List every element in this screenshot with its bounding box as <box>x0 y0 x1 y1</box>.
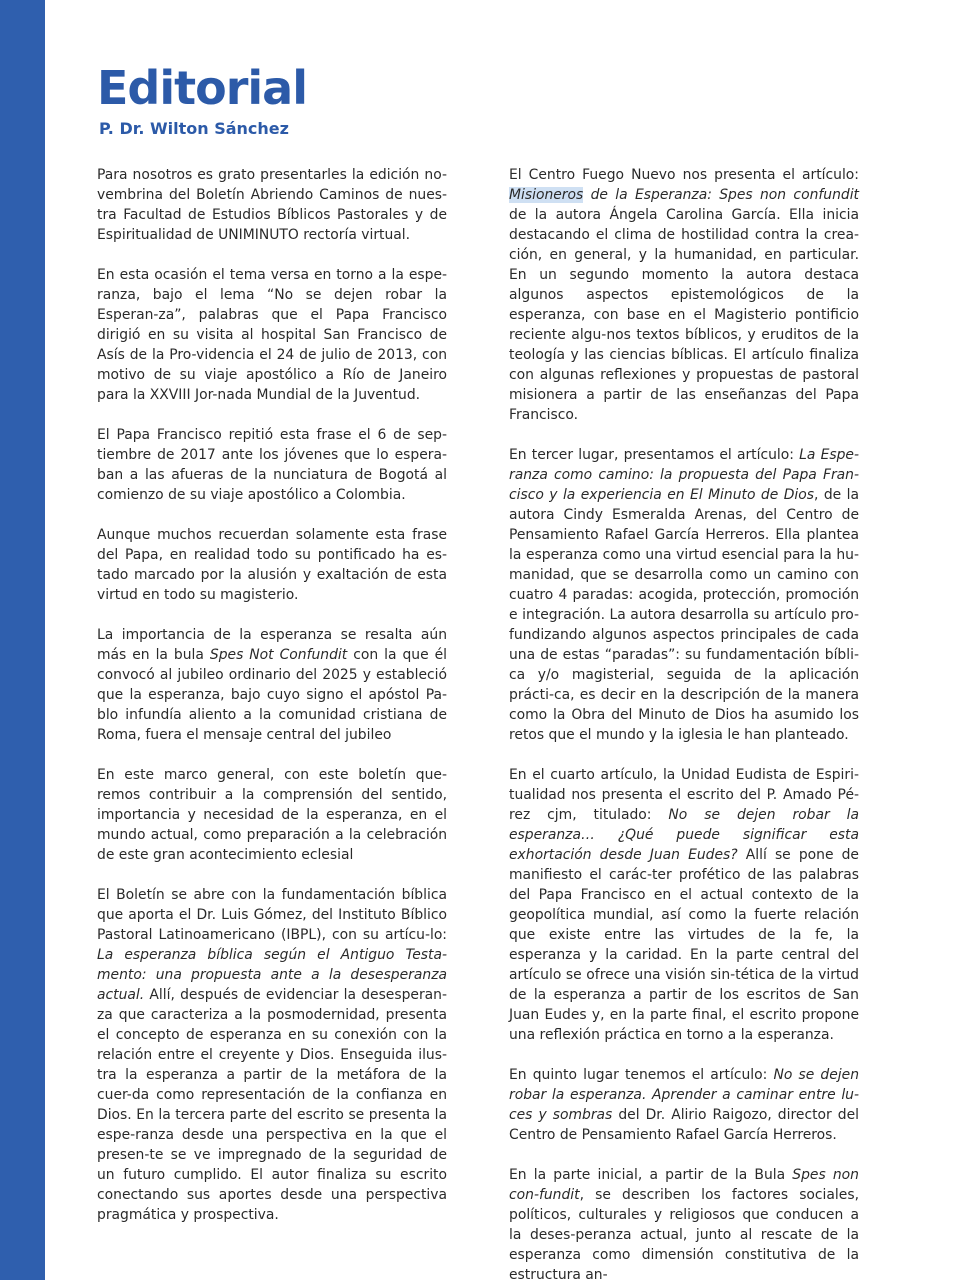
side-color-bar <box>0 0 45 1280</box>
paragraph: En esta ocasión el tema versa en torno a la espe-ranza, bajo el lema “No se dejen robar la Esperan-za”, palabras que el Papa Francisco dirigió en su visita al hospital San Francisco de Asís de la Pro-videncia el 24 de julio de 2013, con motivo de su viaje apostólico a Río de Janeiro para la XXVIII Jor-nada Mundial de la Juventud. <box>97 267 447 403</box>
text-run: del Dr. Alirio Raigozo, director del Centro de Pensamiento Rafael García Herreros. <box>509 1107 859 1143</box>
text-run: En el cuarto artículo, la Unidad Eudista de Espiri-tualidad nos presenta el escrito del P. Amado Pé-rez cjm, titulado: <box>509 767 859 823</box>
italic-title: Spes non con-fundit <box>509 1167 859 1203</box>
paragraph <box>509 1065 859 1145</box>
text-run: En tercer lugar, presentamos el artículo: <box>509 447 800 463</box>
italic-title: No se dejen robar la esperanza… ¿Qué puede significar esta exhortación desde Juan Eudes? <box>509 807 859 863</box>
text-run: , se describen los factores sociales, políticos, culturales y religiosos que conducen a la deses-peranza actual, junto al rescate de la esperanza como dimensión constitutiva de la estructura an- <box>509 1187 859 1283</box>
paragraph: Para nosotros es grato presentarles la edición no-vembrina del Boletín Abriendo Caminos de nues-tra Facultad de Estudios Bíblicos Pastorales y de Espiritualidad de UNIMINUTO rectoría virtual. <box>97 167 447 243</box>
paragraph <box>97 625 447 745</box>
italic-title: La Espe-ranza como camino: la propuesta del Papa Fran-cisco y la experiencia en El Minuto de Dios <box>509 447 859 503</box>
italic-title: No se dejen robar la esperanza. Aprender a caminar entre lu-ces y sombras <box>509 1067 860 1123</box>
text-run: Allí se pone de manifiesto el carác-ter profético de las palabras del Papa Francisco en el actual contexto de la geopolítica mundial, así como la fuerte relación que existe entre las virtudes de la fe, la esperanza y la caridad. En la parte central del artículo se ofrece una visión sin-tética de la virtud de la esperanza a partir de los escritos de San Juan Eudes y, en la parte final, el escrito propone una reflexión práctica en torno a la esperanza. <box>509 847 859 1043</box>
text-run: de la autora Ángela Carolina García. Ella inicia destacando el clima de hostilidad contra la crea-ción, en general, y la humanidad, en particular. En un segundo momento la autora destaca algunos aspectos epistemológicos de la esperanza, con base en el Magisterio pontificio reciente algu-nos textos bíblicos, y eruditos de la teología y las ciencias bíblicas. El artículo finaliza con algunas reflexiones y propuestas de pastoral misionera a partir de las enseñanzas del Papa Francisco. <box>509 207 859 423</box>
text-run: La importancia de la esperanza se resalta aún más en la bula <box>97 627 447 663</box>
paragraph <box>509 445 859 745</box>
text-run: En la parte inicial, a partir de la Bula <box>509 1167 793 1183</box>
paragraph <box>97 885 447 1225</box>
text-run: El Centro Fuego Nuevo nos presenta el artículo: <box>509 167 859 183</box>
italic-title: La esperanza bíblica según el Antiguo Testa-mento: una propuesta ante a la desesperanza actual. <box>97 947 447 1003</box>
page-title: Editorial <box>97 61 307 115</box>
highlighted-word[interactable]: Misioneros <box>509 187 584 203</box>
paragraph <box>509 765 859 1045</box>
author-byline: P. Dr. Wilton Sánchez <box>99 119 289 138</box>
paragraph: El Papa Francisco repitió esta frase el 6 de sep-tiembre de 2017 ante los jóvenes que lo espera-ban a las afueras de la nunciatura de Bogotá al comienzo de su viaje apostólico a Colombia. <box>97 427 447 503</box>
text-run: , de la autora Cindy Esmeralda Arenas, del Centro de Pensamiento Rafael García Herreros. Ella plantea la esperanza como una virtud esencial para la hu-manidad, que se desarrolla como un camino con cuatro 4 paradas: acogida, protección, promoción e integración. La autora desarrolla su artículo pro-fundizando algunos aspectos principales de cada una de estas “paradas”: su fundamentación bíbli-ca y/o magisterial, seguida de la aplicación prácti-ca, es decir en la descripción de la manera como la Obra del Minuto de Dios ha asumido los retos que el mundo y la iglesia le han planteado. <box>509 487 859 743</box>
paragraph: Aunque muchos recuerdan solamente esta frase del Papa, en realidad todo su pontificado ha es-tado marcado por la alusión y exaltación de esta virtud en todo su magisterio. <box>97 527 447 603</box>
text-run: con la que él convocó al jubileo ordinario del 2025 y estableció que la esperanza, bajo cuyo signo el apóstol Pa-blo infundía aliento a la comunidad cristiana de Roma, fuera el mensaje central del jubileo <box>97 647 447 743</box>
text-run: El Boletín se abre con la fundamentación bíblica que aporta el Dr. Luis Gómez, del Instituto Bíblico Pastoral Latinoamericano (IBPL), con su artícu-lo: <box>97 887 447 943</box>
italic-title: Spes Not Confundit <box>209 647 348 663</box>
text-run: Allí, después de evidenciar la desesperan-za que caracteriza a la posmodernidad, presenta el concepto de esperanza en su conexión con la relación entre el creyente y Dios. Enseguida ilus-tra la esperanza a partir de la metáfora de la cuer-da como representación de la confianza en Dios. En la tercera parte del escrito se presenta la espe-ranza desde una perspectiva en la que el presen-te se ve impregnado de la seguridad de un futuro cumplido. El autor finaliza su escrito conectando sus aportes desde una perspectiva pragmática y prospectiva. <box>97 987 447 1223</box>
paragraph: En este marco general, con este boletín que-remos contribuir a la comprensión del sentido, importancia y necesidad de la esperanza, en el mundo actual, como preparación a la celebración de este gran acontecimiento eclesial <box>97 767 447 863</box>
left-column <box>97 165 447 1225</box>
italic-title: de la Esperanza: Spes non confundit <box>583 187 859 203</box>
paragraph <box>509 165 859 425</box>
text-run: En quinto lugar tenemos el artículo: <box>509 1067 774 1083</box>
right-column <box>509 165 859 1285</box>
paragraph <box>509 1165 859 1285</box>
